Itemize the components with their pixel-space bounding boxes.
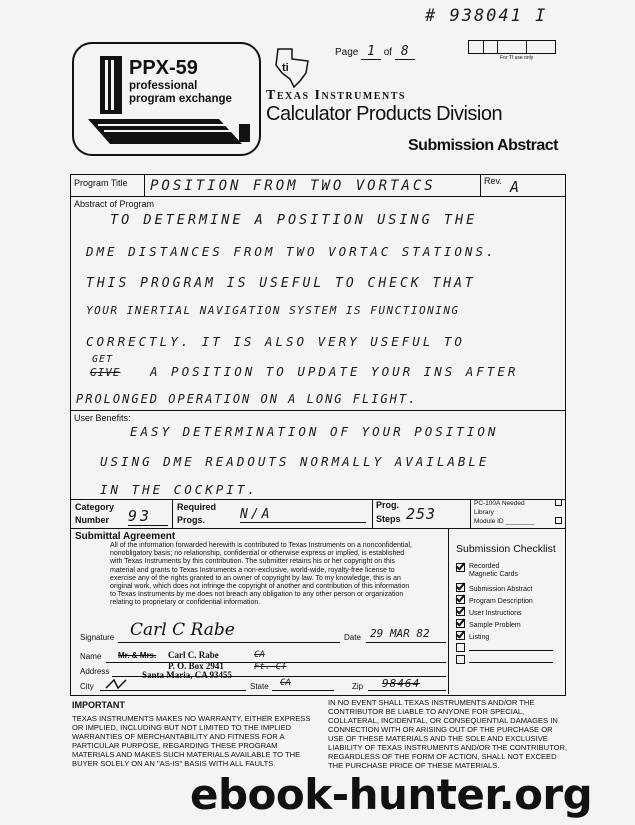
watermark-text: ebook-hunter.org	[190, 770, 593, 819]
ti-logo-icon	[270, 45, 316, 91]
pc100a-label: PC-100A Needed	[474, 500, 525, 507]
important-left-text: TEXAS INSTRUMENTS MAKES NO WARRANTY, EITHER EXPRESS OR IMPLIED, INCLUDING BUT NOT LIMITED TO THE IMPLIED WARRANTIES OF MERCHANTABILITY AND FITNESS FOR A PARTICULAR PURPOSE, REGARDING THESE PROGRAM MATERIALS AND MAKES SUCH MATERIALS AVAILABLE TO THE BUYER SOLELY ON AN "AS-IS" BASIS WITH ALL FAULTS.	[72, 714, 311, 768]
signature-value[interactable]: Carl C Rabe	[130, 620, 235, 640]
abstract-line-2[interactable]: DME DISTANCES FROM TWO VORTAC STATIONS.	[86, 244, 497, 259]
state-label: State	[250, 682, 269, 691]
ti-use-box	[468, 40, 556, 54]
rev-label: Rev.	[484, 176, 502, 186]
abstract-line-7[interactable]: PROLONGED OPERATION ON A LONG FLIGHT.	[76, 392, 418, 406]
benefits-label: User Benefits:	[74, 413, 131, 423]
checklist-item-blank-2[interactable]	[456, 655, 560, 667]
checkbox-magnetic-cards[interactable]	[456, 563, 465, 572]
checklist-item-submission-abstract[interactable]	[456, 583, 560, 595]
division-name: Calculator Products Division	[266, 103, 503, 125]
city-scribble-icon	[104, 678, 128, 690]
important-right-text: IN NO EVENT SHALL TEXAS INSTRUMENTS AND/OR THE CONTRIBUTOR BE LIABLE TO ANYONE FOR SPECIAL, COLLATERAL, INCIDENTAL, OR CONSEQUENTIAL DAMAGES IN CONNECTION WITH OR ARISING OUT OF THE PURCHASE OR USE OF THESE MATERIALS AND THE SOLE AND EXCLUSIVE LIABILITY OF TEXAS INSTRUMENTS AND/OR THE CONTRIBUTOR, REGARDLESS OF THE FORM OF ACTION, SHALL NOT EXCEED THE PURCHASE PRICE OF THESE MATERIALS.	[328, 698, 568, 770]
checklist-label-program-description: Program Description	[469, 598, 533, 605]
checklist-item-user-instructions[interactable]	[456, 607, 560, 619]
checkbox-program-description[interactable]	[456, 595, 465, 604]
document-title: Submission Abstract	[408, 137, 558, 154]
checklist-title: Submission Checklist	[456, 543, 556, 555]
date-value[interactable]: 29 MAR 82	[370, 627, 430, 640]
page-total: 8	[395, 44, 415, 60]
category-label: Category	[75, 502, 115, 512]
module-checkbox[interactable]	[555, 517, 562, 524]
checklist-label-listing: Listing	[469, 634, 490, 641]
checkbox-submission-abstract[interactable]	[456, 583, 465, 592]
checklist-label-magnetic-cards: Magnetic Cards	[469, 571, 519, 578]
pc100a-library-label: Library	[474, 509, 494, 516]
category-value[interactable]: 93	[128, 507, 168, 526]
required-value[interactable]: N/A	[240, 507, 366, 523]
agreement-text: All of the information forwarded herewith is contributed to Texas Instruments on a nonconfidential, nonobligatory basis; no relationship, confidential or otherwise express or implied, is established with Texas Instruments by this contribution. The submitter retains his or her copyright on this material and grants to Texas Instruments a non-exclusive, world-wide, royalty-free license to exercise any of the rights granted to an owner of copyright by law. To my knowledge, this is an original work, which does not infringe the copyright of another and contribution of this information to Texas Instruments by me does not breach any obligation to any other person or organization relating to proprietary or confidential information.	[110, 542, 412, 607]
checkbox-blank-2[interactable]	[456, 655, 465, 664]
benefits-line-2[interactable]: USING DME READOUTS NORMALLY AVAILABLE	[100, 454, 490, 469]
checkbox-blank-1[interactable]	[456, 643, 465, 652]
page-of-label: of	[383, 47, 393, 58]
abstract-line-1[interactable]: TO DETERMINE A POSITION USING THE	[110, 212, 478, 228]
page-indicator	[335, 44, 415, 59]
prog-steps-value[interactable]: 253	[406, 505, 437, 523]
abstract-label: Abstract of Program	[74, 199, 155, 209]
checklist-label-submission-abstract: Submission Abstract	[469, 586, 533, 593]
program-title-value[interactable]: POSITION FROM TWO VORTACS	[150, 178, 436, 194]
logo-line2: program exchange	[129, 93, 232, 105]
name-label: Name	[80, 652, 102, 661]
logo-title: PPX-59	[129, 57, 198, 79]
page-current: 1	[361, 44, 381, 60]
date-label: Date	[344, 633, 361, 642]
abstract-line-3[interactable]: THIS PROGRAM IS USEFUL TO CHECK THAT	[86, 276, 476, 291]
svg-text:ti: ti	[282, 62, 289, 74]
checklist-label-user-instructions: User Instructions	[469, 610, 522, 617]
company-name: Texas Instruments	[266, 88, 406, 103]
state-struck-bottom: CA	[280, 678, 291, 688]
document-number: # 938041 I	[425, 6, 548, 26]
program-title-label: Program Title	[74, 178, 128, 188]
required-progs-label: Progs.	[177, 515, 206, 525]
important-title: IMPORTANT	[72, 700, 125, 710]
rev-value[interactable]: A	[510, 178, 523, 196]
ti-use-note: For TI use only	[500, 55, 534, 61]
name-struck: Mr. & Mrs.	[118, 651, 157, 660]
abstract-line-6[interactable]: A POSITION TO UPDATE YOUR INS AFTER	[150, 364, 519, 379]
ppx59-logo	[72, 42, 261, 156]
prog-steps-steps-label: Steps	[376, 514, 401, 524]
checklist-item-sample-problem[interactable]	[456, 619, 560, 631]
benefits-line-3[interactable]: IN THE COCKPIT.	[100, 482, 258, 497]
checkbox-listing[interactable]	[456, 631, 465, 640]
abstract-struck-word: GIVE	[90, 366, 121, 379]
agreement-title: Submittal Agreement	[75, 531, 176, 542]
checklist-label-recorded: Recorded	[469, 563, 500, 570]
name-value[interactable]: Carl C. Rabe	[168, 650, 219, 660]
address-label: Address	[80, 667, 110, 676]
address-line2[interactable]: Santa Maria, CA 93455	[142, 670, 232, 680]
pc100a-module-label: Module ID	[474, 518, 504, 525]
zip-value[interactable]: 98464	[382, 677, 421, 690]
submission-checklist	[456, 563, 560, 667]
checklist-item-program-description[interactable]	[456, 595, 560, 607]
category-number-label: Number	[75, 515, 110, 525]
abstract-line-4[interactable]: YOUR INERTIAL NAVIGATION SYSTEM IS FUNCTIONING	[86, 304, 460, 317]
signature-label: Signature	[80, 633, 115, 642]
checkbox-user-instructions[interactable]	[456, 607, 465, 616]
pc100a-block: PC-100A Needed Library Module ID ________	[474, 499, 562, 526]
checklist-item-blank-1[interactable]	[456, 643, 560, 655]
required-label: Required	[177, 502, 217, 512]
address-line1[interactable]: P. O. Box 2941	[168, 661, 224, 671]
logo-line1: professional	[129, 80, 198, 92]
checklist-label-sample-problem: Sample Problem	[469, 622, 521, 629]
page-label: Page	[335, 47, 359, 58]
state-struck-mid: Ft. CT	[254, 662, 287, 672]
checklist-item-magnetic-cards[interactable]	[456, 563, 560, 583]
pc100a-checkbox[interactable]	[555, 499, 562, 506]
checklist-item-listing[interactable]	[456, 631, 560, 643]
abstract-line-5[interactable]: CORRECTLY. IT IS ALSO VERY USEFUL TO	[86, 334, 465, 349]
abstract-insert-word: GET	[92, 354, 114, 365]
prog-steps-label: Prog.	[376, 500, 400, 510]
zip-label: Zip	[352, 682, 364, 691]
benefits-line-1[interactable]: EASY DETERMINATION OF YOUR POSITION	[130, 424, 499, 439]
state-struck-top: CA	[254, 650, 265, 660]
city-label: City	[80, 682, 94, 691]
checkbox-sample-problem[interactable]	[456, 619, 465, 628]
